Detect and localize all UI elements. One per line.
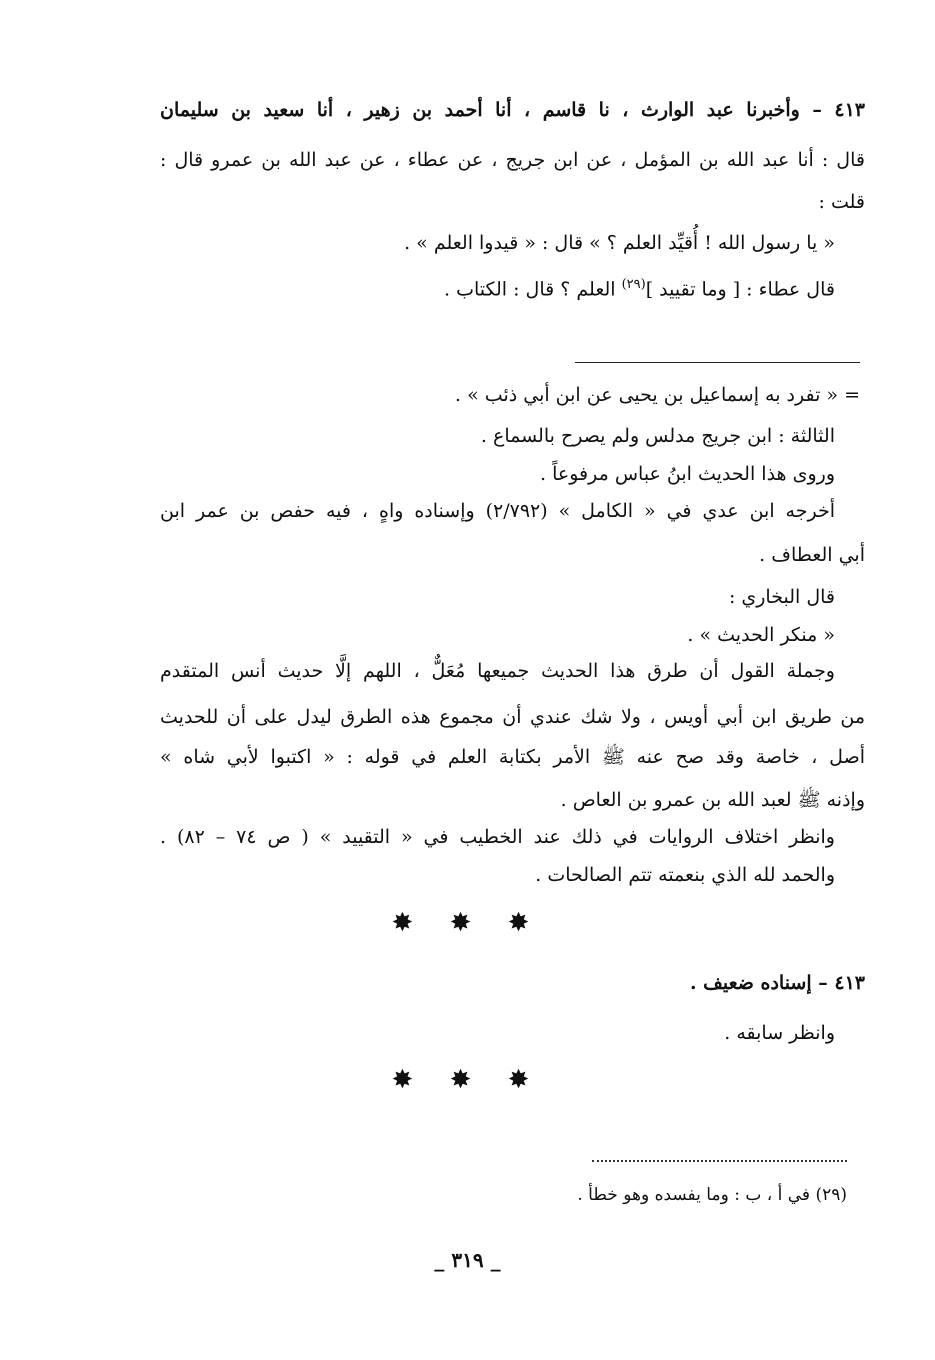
- hadith-line-3: قلت :: [818, 191, 865, 213]
- hadith-line-5-part-b: العلم ؟ قال : الكتاب .: [444, 278, 622, 301]
- note-line-9: من طريق ابن أبي أويس ، ولا شك عندي أن مجموع هذه الطرق ليدل على أن للحديث: [160, 706, 865, 728]
- page-number: _ ٣١٩ _: [434, 1248, 501, 1272]
- note-line-10: أصل ، خاصة وقد صح عنه ﷺ الأمر بكتابة العلم في قوله : « اكتبوا لأبي شاه »: [160, 746, 865, 768]
- verdict-note: وانظر سابقه .: [724, 1022, 835, 1044]
- note-line-5: أبي العطاف .: [759, 544, 865, 566]
- note-line-4: أخرجه ابن عدي في « الكامل » (٢/٧٩٢) وإسناده واهٍ ، فيه حفص بن عمر ابن: [160, 500, 835, 522]
- note-line-12: وانظر اختلاف الروايات في ذلك عند الخطيب في « التقييد » ( ص ٧٤ – ٨٢) .: [160, 826, 835, 848]
- section-separator-stars: ✸ ✸ ✸: [391, 908, 544, 938]
- note-line-13: والحمد لله الذي بنعمته تتم الصالحات .: [535, 864, 835, 886]
- footnote-divider: [592, 1160, 847, 1162]
- hadith-line-2: قال : أنا عبد الله بن المؤمل ، عن ابن جريج ، عن عطاء ، عن عبد الله بن عمرو قال :: [160, 149, 865, 171]
- hadith-line-1: ٤١٣ – وأخبرنا عبد الوارث ، نا قاسم ، أنا أحمد بن زهير ، أنا سعيد بن سليمان: [160, 99, 865, 121]
- footnote-text: (٢٩) في أ ، ب : وما يفسده وهو خطأ .: [577, 1185, 847, 1205]
- note-line-2: الثالثة : ابن جريج مدلس ولم يصرح بالسماع .: [480, 425, 835, 447]
- hadith-line-5-part-a: قال عطاء : [ وما تقييد ]: [645, 278, 835, 301]
- note-line-11: وإذنه ﷺ لعبد الله بن عمرو بن العاص .: [560, 789, 865, 811]
- note-line-8: وجملة القول أن طرق هذا الحديث جميعها مُعَلٌّ ، اللهم إلَّا حديث أنس المتقدم: [160, 660, 835, 682]
- note-line-3: وروى هذا الحديث ابنُ عباس مرفوعاً .: [540, 463, 835, 485]
- note-line-6: قال البخاري :: [728, 586, 835, 608]
- hadith-line-5: [444, 270, 835, 304]
- hadith-line-4: « يا رسول الله ! أُقيِّد العلم ؟ » قال : « قيدوا العلم » .: [404, 232, 835, 254]
- notes-divider: [575, 362, 860, 363]
- verdict-heading: ٤١٣ – إسناده ضعيف .: [689, 972, 865, 994]
- note-line-1: = « تفرد به إسماعيل بن يحيى عن ابن أبي ذئب » .: [455, 384, 860, 406]
- note-line-7: « منكر الحديث » .: [687, 624, 835, 646]
- section-separator-stars: ✸ ✸ ✸: [391, 1065, 544, 1095]
- footnote-marker: (٢٩): [621, 277, 646, 292]
